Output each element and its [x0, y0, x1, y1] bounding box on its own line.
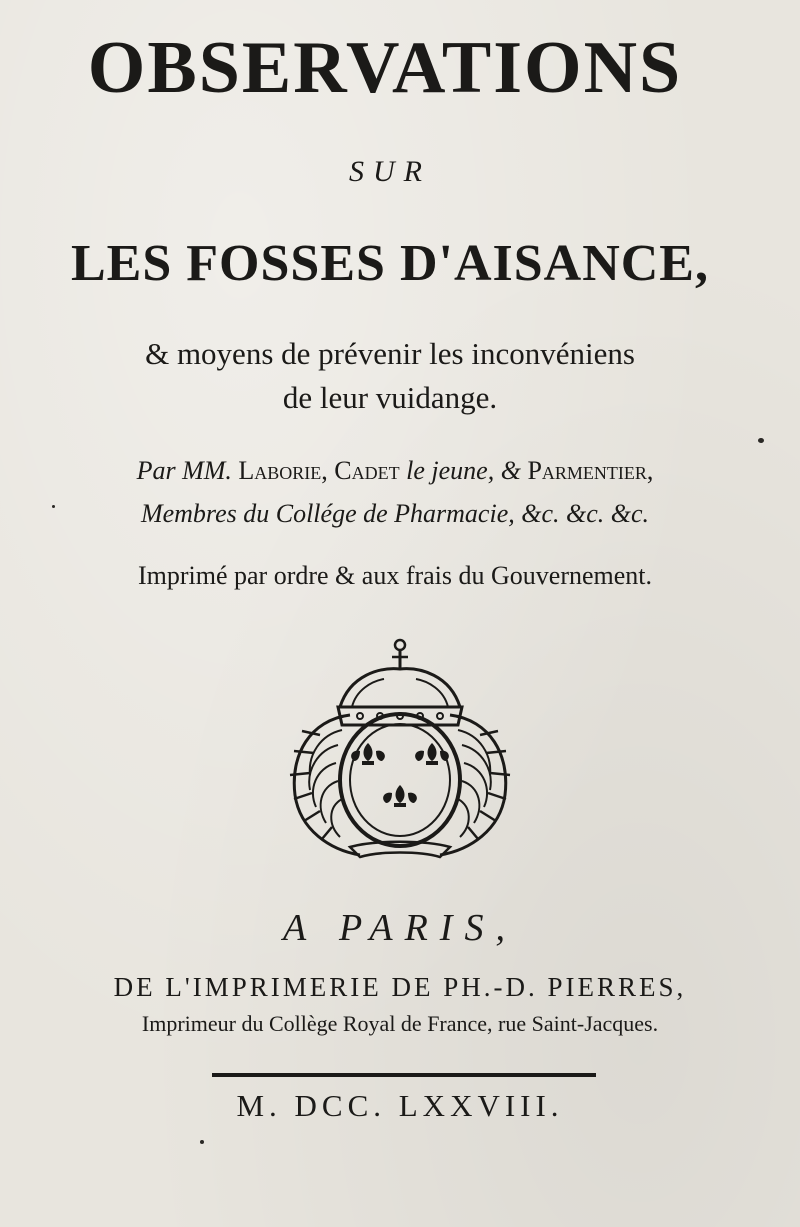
- subtitle-line-2: de leur vuidange.: [282, 380, 498, 415]
- author-le-jeune: le jeune,: [406, 456, 495, 485]
- title-subject: LES FOSSES D'AISANCE,: [71, 235, 709, 292]
- authors-line: [0, 456, 790, 486]
- title-sur: SUR: [349, 155, 431, 188]
- printer-name: DE L'IMPRIMERIE DE PH.-D. PIERRES,: [113, 972, 687, 1002]
- authors-par: Par MM.: [136, 456, 232, 485]
- imprint-note: Imprimé par ordre & aux frais du Gouvernement.: [137, 561, 653, 590]
- authors-membership: Membres du Collége de Pharmacie, &c. &c. &c.: [140, 499, 650, 528]
- printer-detail: Imprimeur du Collège Royal de France, rue Saint-Jacques.: [141, 1011, 659, 1036]
- title-main: OBSERVATIONS: [87, 27, 683, 109]
- ink-speck: [52, 505, 55, 508]
- divider-rule: [212, 1073, 596, 1077]
- author-laborie: Laborie,: [238, 456, 328, 485]
- author-cadet: Cadet: [334, 456, 400, 485]
- subtitle-line-1: & moyens de prévenir les inconvéniens: [145, 336, 635, 371]
- ink-speck: [758, 438, 764, 443]
- publication-year: M. DCC. LXXVIII.: [236, 1088, 564, 1123]
- authors-and: &: [500, 456, 521, 485]
- author-parmentier: Parmentier,: [527, 456, 654, 485]
- publication-place: A PARIS,: [283, 907, 517, 949]
- ink-speck: [200, 1140, 204, 1144]
- royal-crest-icon: [280, 635, 520, 865]
